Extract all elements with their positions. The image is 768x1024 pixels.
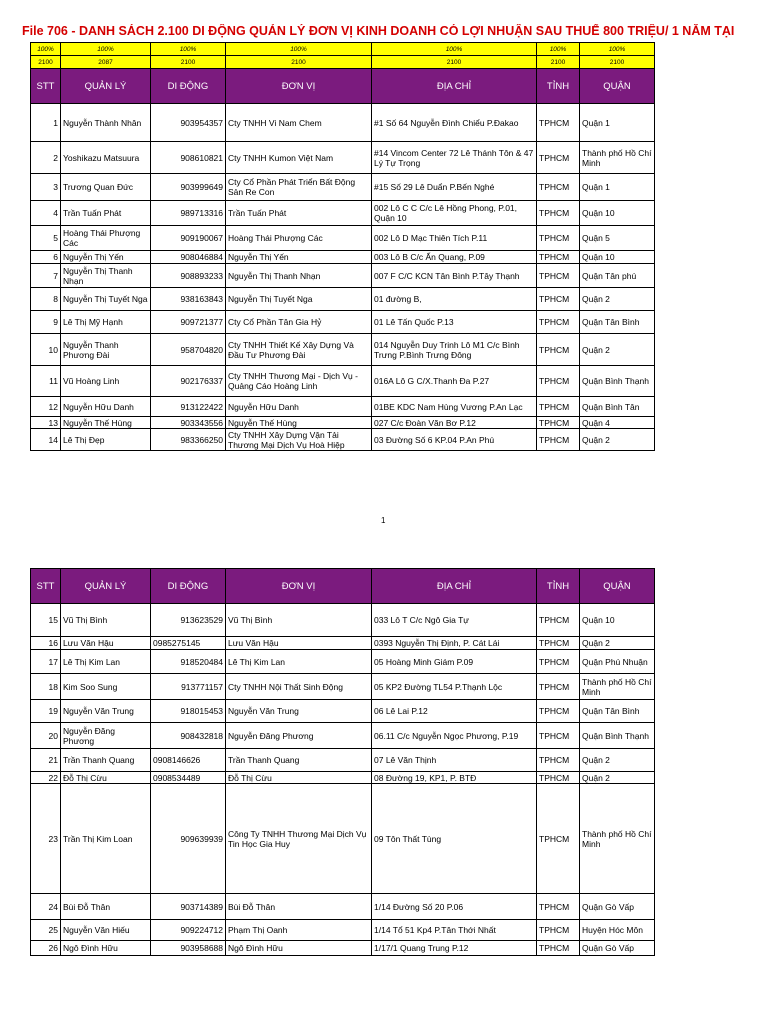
stt-cell: 25 [31, 920, 61, 941]
phone-cell: 909224712 [151, 920, 226, 941]
address-cell: 1/14 Đường Số 20 P.06 [372, 894, 537, 920]
unit-name-cell: Nguyễn Hữu Danh [226, 397, 372, 417]
unit-name-cell: Lê Thị Kim Lan [226, 650, 372, 674]
table-row [31, 749, 655, 772]
count-cell: 2100 [537, 56, 580, 69]
district-cell: Quận 2 [580, 637, 655, 650]
header-row [31, 569, 655, 604]
table-row [31, 941, 655, 956]
district-cell: Quận Phú Nhuận [580, 650, 655, 674]
table-row [31, 104, 655, 142]
unit-name-cell: Bùi Đỗ Thân [226, 894, 372, 920]
address-cell: 007 F C/C KCN Tân Bình P.Tây Thạnh [372, 264, 537, 288]
unit-name-cell: Phạm Thị Oanh [226, 920, 372, 941]
table-row [31, 417, 655, 429]
province-cell: TPHCM [537, 637, 580, 650]
address-cell: 027 C/c Đoàn Văn Bơ P.12 [372, 417, 537, 429]
stt-cell: 24 [31, 894, 61, 920]
header-di-dong: DI ĐỘNG [151, 69, 226, 104]
table-row [31, 201, 655, 226]
phone-cell: 0908146626 [151, 749, 226, 772]
district-cell: Quận Tân Bình [580, 700, 655, 723]
header-tinh: TỈNH [537, 569, 580, 604]
table-row [31, 894, 655, 920]
stt-cell: 16 [31, 637, 61, 650]
district-cell: Quận 2 [580, 429, 655, 451]
count-cell: 2100 [151, 56, 226, 69]
district-cell: Quận 1 [580, 174, 655, 201]
manager-name-cell: Nguyễn Thị Tuyết Nga [61, 288, 151, 311]
phone-cell: 0908534489 [151, 772, 226, 784]
phone-cell: 918015453 [151, 700, 226, 723]
address-cell: 003 Lô B C/c Ấn Quang, P.09 [372, 251, 537, 264]
unit-name-cell: Nguyễn Văn Trung [226, 700, 372, 723]
manager-name-cell: Nguyễn Thành Nhân [61, 104, 151, 142]
unit-name-cell: Cty TNHH Xây Dựng Vận Tải Thương Mại Dịch Vụ Hoà Hiệp [226, 429, 372, 451]
province-cell: TPHCM [537, 941, 580, 956]
unit-name-cell: Cty Cổ Phần Phát Triển Bất Động Sản Re Con [226, 174, 372, 201]
district-cell: Quận Tân Bình [580, 311, 655, 334]
district-cell: Quận Tân phú [580, 264, 655, 288]
stt-cell: 14 [31, 429, 61, 451]
manager-name-cell: Nguyễn Văn Hiếu [61, 920, 151, 941]
province-cell: TPHCM [537, 251, 580, 264]
address-cell: 016A Lô G C/X.Thanh Đa P.27 [372, 366, 537, 397]
province-cell: TPHCM [537, 604, 580, 637]
count-cell: 2100 [31, 56, 61, 69]
phone-cell: 908432818 [151, 723, 226, 749]
manager-name-cell: Trần Thị Kim Loan [61, 784, 151, 894]
manager-name-cell: Lê Thị Mỹ Hạnh [61, 311, 151, 334]
phone-cell: 909190067 [151, 226, 226, 251]
unit-name-cell: Vũ Thị Bình [226, 604, 372, 637]
address-cell: 002 Lô C C C/c Lê Hồng Phong, P.01, Quận 10 [372, 201, 537, 226]
manager-name-cell: Lê Thị Đẹp [61, 429, 151, 451]
count-cell: 2100 [226, 56, 372, 69]
table-row [31, 174, 655, 201]
phone-cell: 938163843 [151, 288, 226, 311]
unit-name-cell: Nguyễn Thị Tuyết Nga [226, 288, 372, 311]
province-cell: TPHCM [537, 772, 580, 784]
percent-cell: 100% [580, 43, 655, 56]
table-row [31, 264, 655, 288]
phone-cell: 903954357 [151, 104, 226, 142]
address-cell: #15 Số 29 Lê Duẩn P.Bến Nghé [372, 174, 537, 201]
manager-name-cell: Kim Soo Sung [61, 674, 151, 700]
table-row [31, 429, 655, 451]
province-cell: TPHCM [537, 366, 580, 397]
contacts-table-page-2 [30, 568, 655, 956]
table-row [31, 920, 655, 941]
header-row [31, 69, 655, 104]
manager-name-cell: Yoshikazu Matsuura [61, 142, 151, 174]
count-row [31, 56, 655, 69]
province-cell: TPHCM [537, 749, 580, 772]
province-cell: TPHCM [537, 894, 580, 920]
phone-cell: 902176337 [151, 366, 226, 397]
table-row [31, 772, 655, 784]
phone-cell: 913623529 [151, 604, 226, 637]
manager-name-cell: Nguyễn Thị Thanh Nhạn [61, 264, 151, 288]
unit-name-cell: Cty TNHH Kumon Việt Nam [226, 142, 372, 174]
province-cell: TPHCM [537, 397, 580, 417]
manager-name-cell: Lưu Văn Hậu [61, 637, 151, 650]
stt-cell: 20 [31, 723, 61, 749]
province-cell: TPHCM [537, 226, 580, 251]
manager-name-cell: Đỗ Thị Cừu [61, 772, 151, 784]
phone-cell: 908893233 [151, 264, 226, 288]
table-row [31, 311, 655, 334]
phone-cell: 903343556 [151, 417, 226, 429]
district-cell: Quận Gò Vấp [580, 941, 655, 956]
unit-name-cell: Cty Cổ Phần Tân Gia Hỷ [226, 311, 372, 334]
district-cell: Huyện Hóc Môn [580, 920, 655, 941]
address-cell: 014 Nguyễn Duy Trinh Lô M1 C/c Bình Trưng P.Bình Trưng Đông [372, 334, 537, 366]
manager-name-cell: Trương Quan Đức [61, 174, 151, 201]
stt-cell: 2 [31, 142, 61, 174]
address-cell: 09 Tôn Thất Tùng [372, 784, 537, 894]
percent-cell: 100% [537, 43, 580, 56]
page-number: 1 [381, 516, 386, 525]
address-cell: 01 đường B, [372, 288, 537, 311]
manager-name-cell: Trần Tuấn Phát [61, 201, 151, 226]
phone-cell: 909721377 [151, 311, 226, 334]
stt-cell: 5 [31, 226, 61, 251]
manager-name-cell: Nguyễn Thế Hùng [61, 417, 151, 429]
table-row [31, 650, 655, 674]
stt-cell: 3 [31, 174, 61, 201]
district-cell: Quận 1 [580, 104, 655, 142]
district-cell: Quận 10 [580, 604, 655, 637]
district-cell: Quận 4 [580, 417, 655, 429]
unit-name-cell: Hoàng Thái Phượng Các [226, 226, 372, 251]
unit-name-cell: Lưu Văn Hậu [226, 637, 372, 650]
unit-name-cell: Cty TNHH Thương Mại - Dịch Vụ - Quảng Cáo Hoàng Linh [226, 366, 372, 397]
manager-name-cell: Trần Thanh Quang [61, 749, 151, 772]
district-cell: Quận Bình Thạnh [580, 366, 655, 397]
address-cell: 1/17/1 Quang Trung P.12 [372, 941, 537, 956]
district-cell: Quận Bình Thạnh [580, 723, 655, 749]
stt-cell: 7 [31, 264, 61, 288]
district-cell: Quận Gò Vấp [580, 894, 655, 920]
stt-cell: 12 [31, 397, 61, 417]
phone-cell: 0985275145 [151, 637, 226, 650]
province-cell: TPHCM [537, 288, 580, 311]
stt-cell: 15 [31, 604, 61, 637]
stt-cell: 13 [31, 417, 61, 429]
count-cell: 2100 [580, 56, 655, 69]
table-row [31, 604, 655, 637]
stt-cell: 10 [31, 334, 61, 366]
manager-name-cell: Nguyễn Đăng Phương [61, 723, 151, 749]
stt-cell: 6 [31, 251, 61, 264]
address-cell: 07 Lê Văn Thịnh [372, 749, 537, 772]
unit-name-cell: Đỗ Thị Cừu [226, 772, 372, 784]
phone-cell: 958704820 [151, 334, 226, 366]
phone-cell: 983366250 [151, 429, 226, 451]
count-cell: 2100 [372, 56, 537, 69]
district-cell: Quận Bình Tân [580, 397, 655, 417]
district-cell: Quận 10 [580, 201, 655, 226]
address-cell: 033 Lô T C/c Ngô Gia Tự [372, 604, 537, 637]
district-cell: Thành phố Hồ Chí Minh [580, 784, 655, 894]
table-row [31, 723, 655, 749]
province-cell: TPHCM [537, 723, 580, 749]
province-cell: TPHCM [537, 142, 580, 174]
table-row [31, 334, 655, 366]
province-cell: TPHCM [537, 334, 580, 366]
table-row [31, 288, 655, 311]
percent-cell: 100% [31, 43, 61, 56]
stt-cell: 26 [31, 941, 61, 956]
stt-cell: 1 [31, 104, 61, 142]
address-cell: 08 Đường 19, KP1, P. BTĐ [372, 772, 537, 784]
stt-cell: 18 [31, 674, 61, 700]
phone-cell: 908046884 [151, 251, 226, 264]
manager-name-cell: Vũ Thị Bình [61, 604, 151, 637]
phone-cell: 903958688 [151, 941, 226, 956]
province-cell: TPHCM [537, 174, 580, 201]
header-don-vi: ĐƠN VỊ [226, 569, 372, 604]
address-cell: 06 Lê Lai P.12 [372, 700, 537, 723]
manager-name-cell: Nguyễn Hữu Danh [61, 397, 151, 417]
district-cell: Thành phố Hồ Chí Minh [580, 142, 655, 174]
unit-name-cell: Trần Thanh Quang [226, 749, 372, 772]
province-cell: TPHCM [537, 674, 580, 700]
manager-name-cell: Nguyễn Văn Trung [61, 700, 151, 723]
unit-name-cell: Cty TNHH Thiết Kế Xây Dựng Và Đầu Tư Phương Đài [226, 334, 372, 366]
province-cell: TPHCM [537, 920, 580, 941]
percent-row [31, 43, 655, 56]
manager-name-cell: Lê Thị Kim Lan [61, 650, 151, 674]
address-cell: 1/14 Tổ 51 Kp4 P.Tân Thới Nhất [372, 920, 537, 941]
stt-cell: 17 [31, 650, 61, 674]
count-cell: 2087 [61, 56, 151, 69]
header-stt: STT [31, 569, 61, 604]
stt-cell: 11 [31, 366, 61, 397]
header-quan: QUẬN [580, 69, 655, 104]
table-row [31, 251, 655, 264]
unit-name-cell: Cty TNHH Vi Nam Chem [226, 104, 372, 142]
stt-cell: 23 [31, 784, 61, 894]
district-cell: Quận 2 [580, 749, 655, 772]
province-cell: TPHCM [537, 700, 580, 723]
header-don-vi: ĐƠN VỊ [226, 69, 372, 104]
district-cell: Quận 5 [580, 226, 655, 251]
address-cell: 06.11 C/c Nguyễn Ngọc Phương, P.19 [372, 723, 537, 749]
district-cell: Quận 2 [580, 772, 655, 784]
unit-name-cell: Cty TNHH Nội Thất Sinh Động [226, 674, 372, 700]
table-row [31, 397, 655, 417]
table-row [31, 226, 655, 251]
address-cell: 01 Lê Tấn Quốc P.13 [372, 311, 537, 334]
header-dia-chi: ĐỊA CHỈ [372, 569, 537, 604]
table-row [31, 700, 655, 723]
province-cell: TPHCM [537, 784, 580, 894]
table-row [31, 674, 655, 700]
province-cell: TPHCM [537, 311, 580, 334]
district-cell: Quận 2 [580, 334, 655, 366]
manager-name-cell: Nguyễn Thị Yến [61, 251, 151, 264]
unit-name-cell: Nguyễn Thị Yến [226, 251, 372, 264]
stt-cell: 4 [31, 201, 61, 226]
unit-name-cell: Ngô Đình Hữu [226, 941, 372, 956]
table-row [31, 637, 655, 650]
province-cell: TPHCM [537, 650, 580, 674]
table-row [31, 784, 655, 894]
address-cell: #1 Số 64 Nguyễn Đình Chiểu P.Đakao [372, 104, 537, 142]
district-cell: Thành phố Hồ Chí Minh [580, 674, 655, 700]
header-dia-chi: ĐỊA CHỈ [372, 69, 537, 104]
unit-name-cell: Nguyễn Đăng Phương [226, 723, 372, 749]
address-cell: #14 Vincom Center 72 Lê Thánh Tôn & 47 Lý Tự Trọng [372, 142, 537, 174]
phone-cell: 918520484 [151, 650, 226, 674]
address-cell: 05 Hoàng Minh Giám P.09 [372, 650, 537, 674]
province-cell: TPHCM [537, 429, 580, 451]
district-cell: Quận 2 [580, 288, 655, 311]
table-row [31, 366, 655, 397]
province-cell: TPHCM [537, 417, 580, 429]
district-cell: Quận 10 [580, 251, 655, 264]
table-row [31, 142, 655, 174]
address-cell: 03 Đường Số 6 KP.04 P.An Phú [372, 429, 537, 451]
phone-cell: 903999649 [151, 174, 226, 201]
unit-name-cell: Trần Tuấn Phát [226, 201, 372, 226]
header-quan-ly: QUẢN LÝ [61, 569, 151, 604]
province-cell: TPHCM [537, 264, 580, 288]
header-tinh: TỈNH [537, 69, 580, 104]
phone-cell: 908610821 [151, 142, 226, 174]
percent-cell: 100% [226, 43, 372, 56]
header-quan: QUẬN [580, 569, 655, 604]
manager-name-cell: Nguyễn Thanh Phương Đài [61, 334, 151, 366]
contacts-table-page-1 [30, 42, 655, 451]
percent-cell: 100% [151, 43, 226, 56]
stt-cell: 22 [31, 772, 61, 784]
unit-name-cell: Công Ty TNHH Thương Mại Dịch Vụ Tin Học Gia Huy [226, 784, 372, 894]
manager-name-cell: Ngô Đình Hữu [61, 941, 151, 956]
phone-cell: 909639939 [151, 784, 226, 894]
province-cell: TPHCM [537, 104, 580, 142]
stt-cell: 9 [31, 311, 61, 334]
stt-cell: 21 [31, 749, 61, 772]
unit-name-cell: Nguyễn Thế Hùng [226, 417, 372, 429]
address-cell: 01BE KDC Nam Hùng Vương P.An Lạc [372, 397, 537, 417]
header-di-dong: DI ĐỘNG [151, 569, 226, 604]
address-cell: 05 KP2 Đường TL54 P.Thạnh Lộc [372, 674, 537, 700]
manager-name-cell: Bùi Đỗ Thân [61, 894, 151, 920]
phone-cell: 903714389 [151, 894, 226, 920]
phone-cell: 913771157 [151, 674, 226, 700]
percent-cell: 100% [61, 43, 151, 56]
address-cell: 0393 Nguyễn Thị Định, P. Cát Lái [372, 637, 537, 650]
document-title: File 706 - DANH SÁCH 2.100 DI ĐỘNG QUẢN LÝ ĐƠN VỊ KINH DOANH CÓ LỢI NHUẬN SAU THUẾ 800 TRIỆU/ 1 NĂM TẠI [22, 24, 735, 38]
percent-cell: 100% [372, 43, 537, 56]
address-cell: 002 Lô D Mạc Thiên Tích P.11 [372, 226, 537, 251]
header-stt: STT [31, 69, 61, 104]
header-quan-ly: QUẢN LÝ [61, 69, 151, 104]
phone-cell: 913122422 [151, 397, 226, 417]
stt-cell: 19 [31, 700, 61, 723]
unit-name-cell: Nguyễn Thị Thanh Nhạn [226, 264, 372, 288]
manager-name-cell: Hoàng Thái Phượng Các [61, 226, 151, 251]
province-cell: TPHCM [537, 201, 580, 226]
manager-name-cell: Vũ Hoàng Linh [61, 366, 151, 397]
phone-cell: 989713316 [151, 201, 226, 226]
stt-cell: 8 [31, 288, 61, 311]
